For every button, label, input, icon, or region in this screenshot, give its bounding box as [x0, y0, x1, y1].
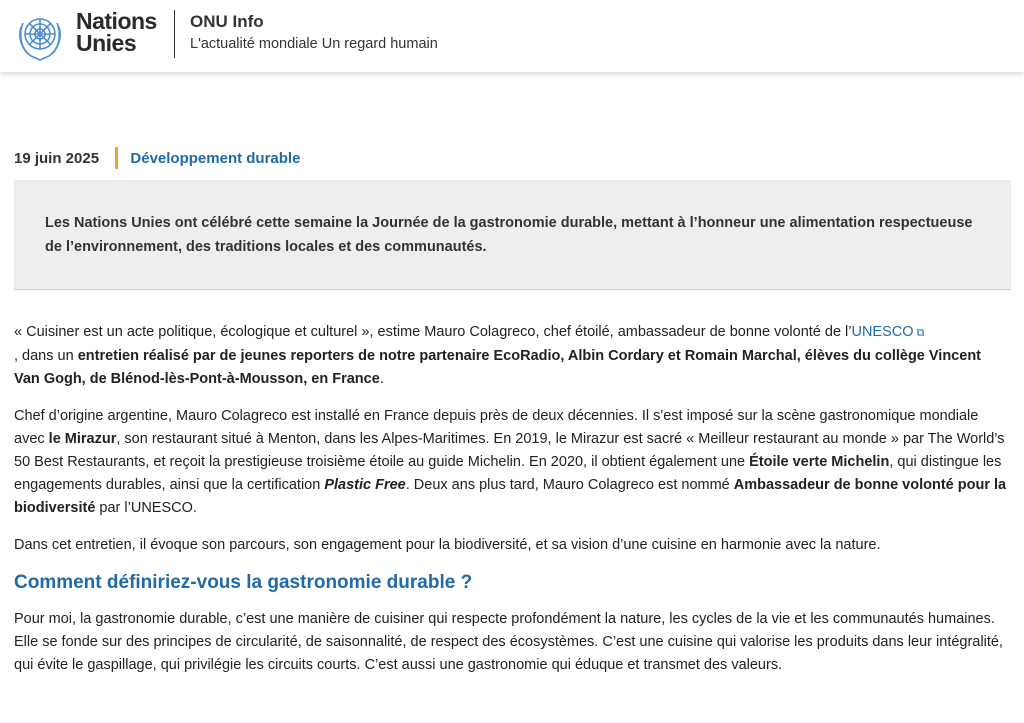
- article-lede: Les Nations Unies ont célébré cette semaine la Journée de la gastronomie durable, mettant à l’honneur une alimentation respectueuse de l’environnement, des traditions locales et des communautés.: [14, 180, 1011, 290]
- header-divider: [174, 10, 175, 58]
- text: par l’UNESCO.: [95, 500, 197, 516]
- logo-line-2: Unies: [76, 30, 137, 56]
- bold-italic-text: Plastic Free: [324, 477, 406, 493]
- un-logo-wordmark[interactable]: [76, 10, 157, 54]
- paragraph-1: [14, 321, 1010, 391]
- site-name[interactable]: ONU Info: [190, 12, 264, 31]
- paragraph-3: Dans cet entretien, il évoque son parcours, son engagement pour la biodiversité, et sa vision d’une cuisine en harmonie avec la nature.: [14, 537, 881, 553]
- paragraph-4: Pour moi, la gastronomie durable, c’est une manière de cuisiner qui respecte profondément la nature, les cycles de la vie et les communautés humaines. Elle se fonde sur des principes de circularité, de saisonnalité, de respect des écosystèmes. C’est une cuisine qui valorise les produits dans leur intégralité, qui évite le gaspillage, qui privilégie les circuits courts. C’est aussi une gastronomie qui éduque et transmet des valeurs.: [14, 611, 1003, 673]
- text: « Cuisiner est un acte politique, écologique et culturel », estime Mauro Colagreco, chef étoilé, ambassadeur de bonne volonté de l’: [14, 324, 852, 340]
- site-header: [0, 0, 1024, 72]
- logo-line-1: Nations: [76, 8, 157, 34]
- bold-text: le Mirazur: [48, 431, 117, 447]
- paragraph-2: [14, 405, 1010, 520]
- text: , dans un: [14, 348, 78, 364]
- section-heading: Comment définiriez-vous la gastronomie durable ?: [14, 572, 473, 593]
- text: . Deux ans plus tard, Mauro Colagreco est nommé: [405, 477, 734, 493]
- bold-text: Ambassadeur de bonne volonté pour la biodiversité: [14, 477, 1007, 516]
- text: .: [379, 371, 384, 387]
- interview-link-text[interactable]: entretien réalisé par de jeunes reporters de notre partenaire EcoRadio, Albin Cordary et Romain Marchal, élèves du collège Vincent Van Gogh, de Blénod-lès-Pont-à-Mousson, en France: [14, 348, 981, 387]
- article-body: [14, 321, 1010, 691]
- bold-text: Étoile verte Michelin: [749, 454, 890, 470]
- site-tagline: L'actualité mondiale Un regard humain: [190, 36, 438, 52]
- article-meta: [14, 147, 300, 169]
- external-link-icon[interactable]: ⧉: [916, 327, 925, 339]
- text: , qui distingue les engagements durables, ainsi que la certification: [14, 454, 1002, 493]
- publish-date: 19 juin 2025: [14, 149, 100, 167]
- text: Chef d’origine argentine, Mauro Colagreco est installé en France depuis près de deux décennies. Il s'est imposé sur la scène gastronomique mondiale avec: [14, 408, 979, 447]
- unesco-link[interactable]: UNESCO: [851, 324, 914, 340]
- text: , son restaurant situé à Menton, dans les Alpes-Maritimes. En 2019, le Mirazur est sacré « Meilleur restaurant au monde » par The World’s 50 Best Restaurants, et reçoit la prestigieuse troisième étoile au guide Michelin. En 2020, il obtient également une: [14, 431, 1005, 470]
- un-emblem-icon[interactable]: [13, 9, 67, 63]
- category-link[interactable]: Développement durable: [130, 149, 301, 167]
- meta-separator: [115, 147, 118, 169]
